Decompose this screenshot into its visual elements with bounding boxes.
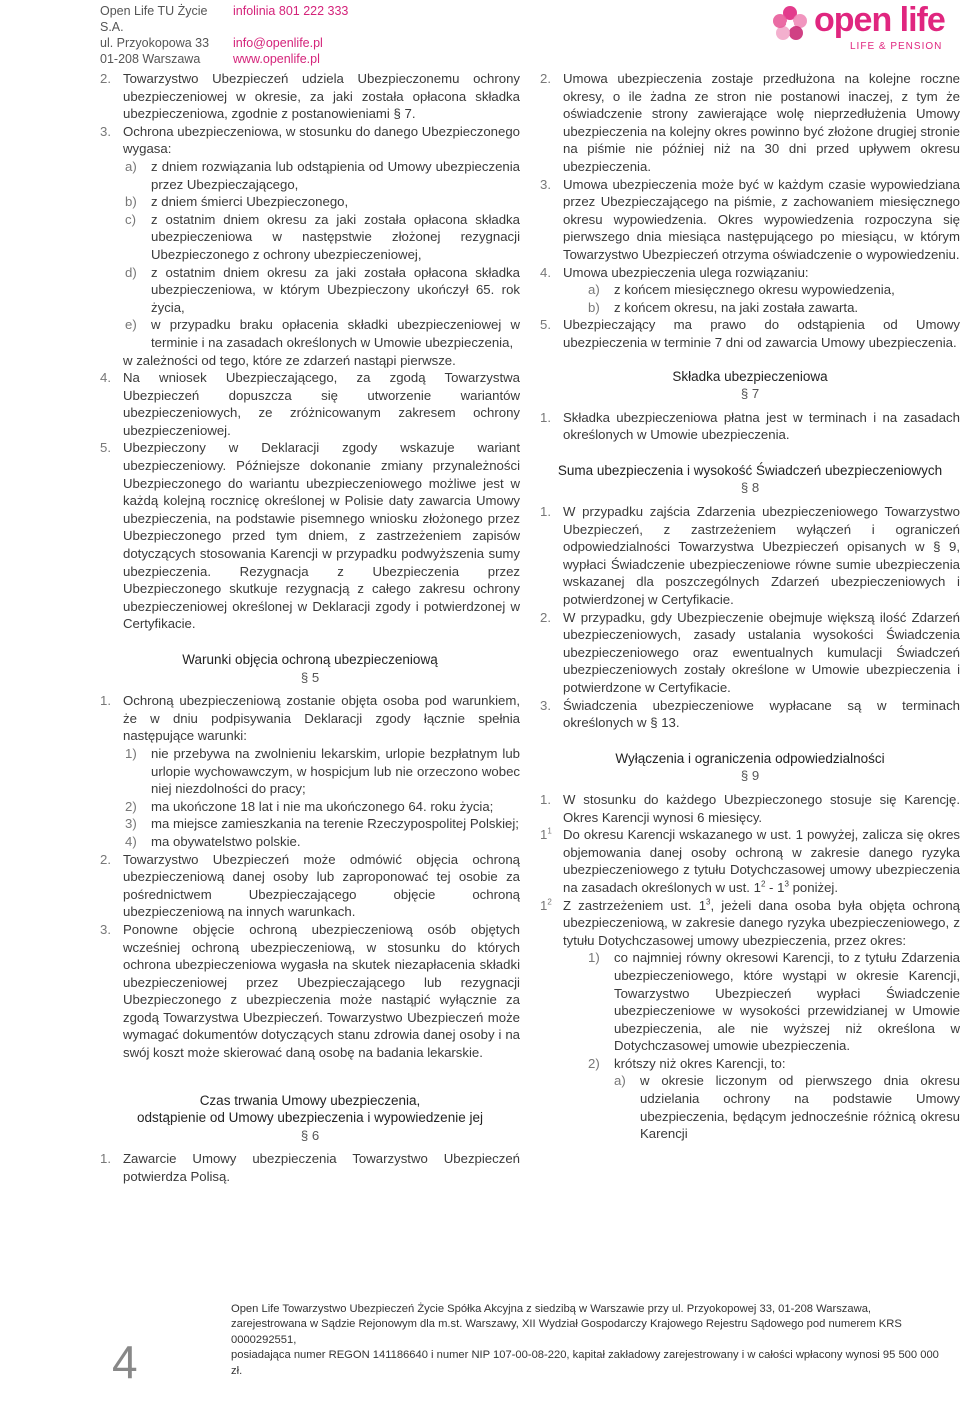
sub-item: d) z ostatnim dniem okresu za jaki została opłacona składka ubezpieczeniowa, w którym Ubezpieczony ukończył 65. rok życia, xyxy=(125,264,520,315)
email-link[interactable]: info@openlife.pl xyxy=(233,36,323,50)
clause-item: 4. Na wniosek Ubezpieczającego, za zgodą Towarzystwa Ubezpieczeń dopuszcza się utworzenie wariantów ubezpieczeniowych, ze zróżnicowanym zakresem ochrony ubezpieczeniowej. xyxy=(100,370,520,438)
sub-item: b) z końcem okresu, na jaki została zawarta. xyxy=(588,299,859,315)
clause-item: 5. Ubezpieczony w Deklaracji zgody wskazuje wariant ubezpieczeniowy. Późniejsze dokonanie zmiany przynależności Ubezpieczonego do wariantu ubezpieczeniowego możliwe jest w każdą kolejną rocznicę określonej w Polisie daty zawarcia Umowy ubezpieczenia, na podstawie pisemnego wniosku złożonego przez Ubezpieczonego przed tym dniem, z zastrzeżeniem zapisów dotyczących stosowania Karencji w przypadku podwyższenia sumy ubezpieczenia. Rezygnacja z Ubezpieczenia przez Ubezpieczonego skutkuje rezygnacją z całego zakresu ochrony ubezpieczeniowej określonej w Deklaracji zgody i potwierdzonej w Certyfikacie. xyxy=(100,440,520,632)
section-heading: Czas trwania Umowy ubezpieczenia, xyxy=(199,1092,421,1108)
section-number: § 8 xyxy=(740,480,760,496)
section-heading: Warunki objęcia ochroną ubezpieczeniową xyxy=(182,652,438,667)
logo-tagline: LIFE & PENSION xyxy=(850,41,943,52)
sub-item: e) w przypadku braku opłacenia składki ubezpieczeniowej w terminie i na zasadach określonych w Umowie ubezpieczenia, xyxy=(125,317,520,350)
clause-item: 4. Umowa ubezpieczenia ulega rozwiązaniu: xyxy=(540,264,809,280)
section-number: § 6 xyxy=(300,1127,320,1143)
clause-item: 1. W przypadku zajścia Zdarzenia ubezpieczeniowego Towarzystwo Ubezpieczeń, z zastrzeżeniem wyłączeń i ograniczeń odpowiedzialności Towarzystwa Ubezpieczeń opisanych w § 9, wypłaci Świadczenie ubezpieczeniowe równe sumie ubezpieczenia wskazanej dla poszczególnych Zdarzeń ubezpieczeniowych i potwierdzonej w Certyfikacie. xyxy=(540,504,960,608)
page-number: 4 xyxy=(112,1336,138,1388)
clause-item: 3. Ochrona ubezpieczeniowa, w stosunku do danego Ubezpieczonego wygasa: xyxy=(100,123,520,157)
sub-item: c) z ostatnim dniem okresu za jaki została opłacona składka ubezpieczeniowa w następstwie złożonej rezygnacji Ubezpieczonego z ochrony ubezpieczeniowej, xyxy=(125,211,520,262)
sub-item: a) z końcem miesięcznego okresu wypowiedzenia, xyxy=(588,282,895,298)
infolinia: infolinia 801 222 333 xyxy=(233,4,349,18)
clause-item: 1. Składka ubezpieczeniowa płatna jest w terminach i na zasadach określonych w Umowie ubezpieczenia. xyxy=(540,409,960,443)
sub-item: 1) co najmniej równy okresowi Karencji, to z tytułu Zdarzenia ubezpieczeniowego, które wystąpi w okresie Karencji, Towarzystwo Ubezpieczeń wypłaci Świadczenie ubezpieczeniowe w wysokości przewidzianej w Umowie ubezpieczenia, ale nie wyższej niż określona w Dotychczasowej umowie ubezpieczenia. xyxy=(588,950,960,1054)
footer xyxy=(231,1302,951,1379)
company-name: Open Life TU Życie S.A. xyxy=(100,4,208,34)
open-life-logo xyxy=(770,2,950,57)
section-number: § 9 xyxy=(740,768,760,784)
section-heading: Wyłączenia i ograniczenia odpowiedzialności xyxy=(615,750,885,766)
sub-item: b) z dniem śmierci Ubezpieczonego, xyxy=(125,194,349,210)
clause-item: 3. Ponowne objęcie ochroną ubezpieczeniową osób objętych wcześniej ochroną ubezpieczeniową, w stosunku do których ochrona ubezpieczeniowa wygasła na skutek niezapłacenia składki ubezpieczeniowej przez Ubezpieczającego lub rezygnacji Ubezpieczonego z ubezpieczenia może nastąpić wyłącznie za zgodą Towarzystwa Ubezpieczeń. Towarzystwo Ubezpieczeń może wymagać dokumentów dotyczących stanu zdrowia danej osoby i na swój koszt może skierować daną osobę na badania lekarskie. xyxy=(100,921,520,1061)
flower-logo-icon xyxy=(770,4,810,44)
section-number: § 5 xyxy=(300,669,320,685)
section-heading-line2: odstąpienie od Umowy ubezpieczenia i wypowiedzenie jej xyxy=(137,1110,483,1126)
section-heading: Składka ubezpieczeniowa xyxy=(672,368,828,384)
footer-line: Open Life Towarzystwo Ubezpieczeń Życie Spółka Akcyjna z siedzibą w Warszawie przy ul. Przyokopowej 33, 01-208 Warszawa, xyxy=(231,1303,872,1315)
street-address: ul. Przyokopowa 33 xyxy=(100,36,210,50)
section-number: § 7 xyxy=(740,386,760,402)
footer-line: posiadająca numer REGON 141186640 i numer NIP 107-00-08-220, kapitał zakładowy zarejestrowany i w całości wpłacony wynosi 95 500 000 zł. xyxy=(231,1349,939,1377)
section-heading: Suma ubezpieczenia i wysokość Świadczeń ubezpieczeniowych xyxy=(557,462,943,478)
clause-item: 1. Ochroną ubezpieczeniową zostanie objęta osoba pod warunkiem, że w dniu podpisywania Deklaracji zgody łącznie spełnia następujące warunki: xyxy=(100,693,520,744)
clause-item: 5. Ubezpieczający ma prawo do odstąpienia od Umowy ubezpieczenia w terminie 7 dni od zawarcia Umowy ubezpieczenia. xyxy=(540,317,960,350)
clause-item: 1. Zawarcie Umowy ubezpieczenia Towarzystwo Ubezpieczeń potwierdza Polisą. xyxy=(100,1151,520,1185)
clause-item: 2. Towarzystwo Ubezpieczeń udziela Ubezpieczonemu ochrony ubezpieczeniowej w okresie, za jaki została opłacona składka ubezpieczeniowa, zgodnie z postanowieniami § 7. xyxy=(100,71,520,122)
right-column xyxy=(540,70,960,1143)
header-contact xyxy=(100,3,348,67)
city-address: 01-208 Warszawa xyxy=(100,52,201,66)
logo-wordmark: open life xyxy=(814,1,945,39)
sub-item: 4) ma obywatelstwo polskie. xyxy=(125,833,301,849)
sub-item: 2) ma ukończone 18 lat i nie ma ukończonego 64. roku życia; xyxy=(125,798,494,814)
sub-item: 3) ma miejsce zamieszkania na terenie Rzeczypospolitej Polskiej; xyxy=(125,816,519,832)
sub-item: 2) krótszy niż okres Karencji, to: xyxy=(588,1055,786,1071)
clause-item: 3. Umowa ubezpieczenia może być w każdym czasie wypowiedziana przez Ubezpieczającego na piśmie, z zachowaniem miesięcznego okresu wypowiedzenia. Okres wypowiedzenia rozpoczyna się pierwszego dnia miesiąca następującego po miesiącu, w którym Towarzystwo Ubezpieczeń otrzyma oświadczenie o wypowiedzeniu. xyxy=(540,176,960,262)
clause-item: 3. Świadczenia ubezpieczeniowe wypłacane są w terminach określonych w § 13. xyxy=(540,697,960,731)
left-column xyxy=(100,70,520,1186)
clause-item: 2. W przypadku, gdy Ubezpieczenie obejmuje większą ilość Zdarzeń ubezpieczeniowych, zasady ustalania wysokości Świadczenia ubezpieczeniowego oraz ewentualnych kumulacji Świadczeń ubezpieczeniowych zostały określone w Umowie ubezpieczenia i potwierdzone w Certyfikacie. xyxy=(540,609,960,695)
website-link[interactable]: www.openlife.pl xyxy=(233,52,320,66)
clause-item: 1. W stosunku do każdego Ubezpieczonego stosuje się Karencję. Okres Karencji wynosi 6 miesięcy. xyxy=(540,791,960,825)
clause-item: $1^1$ Do okresu Karencji wskazanego w ust. 1 powyżej, zalicza się okres objemowania danej osoby ochroną w zakresie danego ryzyka ubezpieczeniowego z tytułu Dotychczasowej umowy ubezpieczenia na zasadach określonych w ust. $1^2 - 1^3$ poniżej. xyxy=(540,826,960,895)
clause-note: w zależności od tego, które ze zdarzeń nastąpi pierwsze. xyxy=(123,352,456,368)
sub-item: a) z dniem rozwiązania lub odstąpienia od Umowy ubezpieczenia przez Ubezpieczającego, xyxy=(125,158,520,192)
footer-line: zarejestrowana w Sądzie Rejonowym dla m.st. Warszawy, XII Wydział Gospodarczy Krajowego Rejestru Sądowego pod numerem KRS 0000292551, xyxy=(231,1318,902,1346)
clause-item: 2. Towarzystwo Ubezpieczeń może odmówić objęcia ochroną ubezpieczeniową danej osoby lub zaproponować tej osobie za pośrednictwem Ubezpieczającego objęcie ochroną ubezpieczeniową na innych warunkach. xyxy=(100,851,520,920)
clause-item: 2. Umowa ubezpieczenia zostaje przedłużona na kolejne roczne okresy, o ile żadna ze stron nie postanowi inaczej, z tym że oświadczenie strony zawierające wolę nieprzedłużenia Umowy ubezpieczenia na kolejny okres powinno być złożone drugiej stronie na piśmie nie później niż na 30 dni przed upływem okresu ubezpieczenia. xyxy=(540,71,960,174)
clause-item: $1^2$ Z zastrzeżeniem ust. $1^3$, jeżeli dana osoba była objęta ochroną ubezpieczeniową, w zakresie danego ryzyka ubezpieczeniowego, z tytułu Dotychczasowej umowy ubezpieczenia, przez okres: xyxy=(540,897,960,948)
sub-item: 1) nie przebywa na zwolnieniu lekarskim, urlopie bezpłatnym lub urlopie wychowawczym, w hospicjum lub nie orzeczono wobec niej niezdolności do pracy; xyxy=(125,745,520,797)
sub-item: a) w okresie liczonym od pierwszego dnia okresu udzielania ochrony na podstawie Umowy ubezpieczenia, będącym jednocześnie różnicą okresu Karencji xyxy=(614,1073,960,1142)
